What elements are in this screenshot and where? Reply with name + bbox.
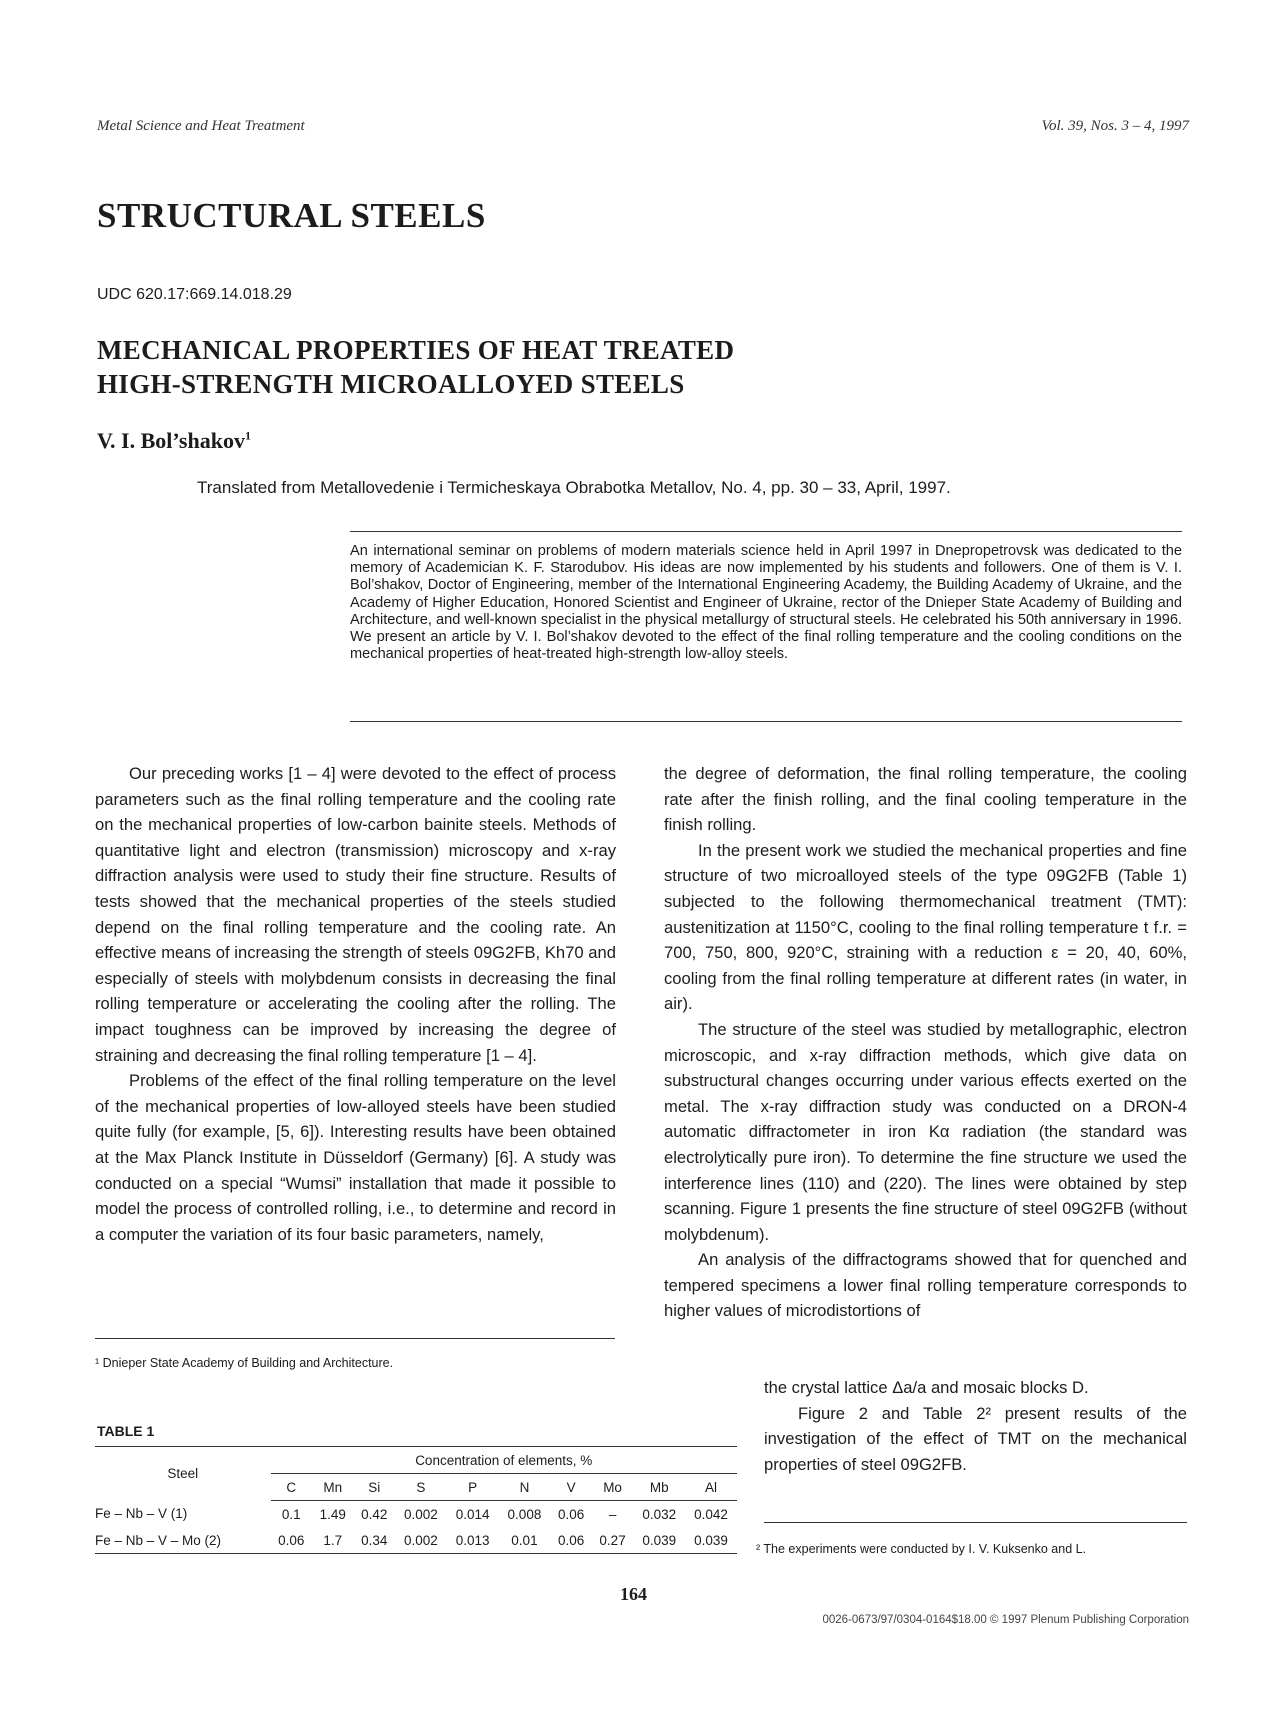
element-header: V — [550, 1474, 591, 1501]
table-cell: 0.013 — [447, 1527, 499, 1554]
element-header: N — [499, 1474, 551, 1501]
copyright-line: 0026-0673/97/0304-0164$18.00 © 1997 Plenum Publishing Corporation — [822, 1614, 1189, 1626]
element-header: Si — [353, 1474, 394, 1501]
element-header: Mo — [592, 1474, 633, 1501]
table-cell: 0.039 — [633, 1527, 685, 1554]
translation-note: Translated from Metallovedenie i Termicheskaya Obrabotka Metallov, No. 4, pp. 30 – 33, April, 1997. — [197, 478, 951, 497]
body-paragraph: Problems of the effect of the final rolling temperature on the level of the mechanical properties of low-alloyed steels have been studied quite fully (for example, [5, 6]). Interesting results have been obtained at the Max Planck Institute in Düsseldorf (Germany) [6]. A study was conducted on a special “Wumsi” installation that made it possible to model the process of controlled rolling, i.e., to determine and record in a computer the variation of its four basic parameters, namely, — [95, 1071, 616, 1244]
author — [97, 428, 251, 454]
table-cell: 0.06 — [557, 1506, 585, 1522]
table-cell: 0.01 — [499, 1527, 551, 1554]
table-cell: 0.002 — [403, 1506, 438, 1522]
body-column-right-narrow — [764, 1375, 1187, 1477]
table-cell: 0.06 — [271, 1527, 312, 1554]
element-header: Mn — [312, 1474, 353, 1501]
author-name: V. I. Bol’shakov — [97, 428, 245, 453]
table-cell: – — [608, 1506, 617, 1522]
body-paragraph: An analysis of the diffractograms showed that for quenched and tempered specimens a lower final rolling temperature corresponds to higher values of microdistortions of — [664, 1250, 1187, 1321]
table-cell: 1.7 — [312, 1527, 353, 1554]
table-cell: 0.27 — [592, 1527, 633, 1554]
table-cell: 0.014 — [455, 1506, 490, 1522]
section-title: STRUCTURAL STEELS — [97, 196, 486, 235]
table-cell: 0.42 — [361, 1506, 388, 1522]
concentration-header: Concentration of elements, % — [271, 1447, 738, 1474]
volume-info: Vol. 39, Nos. 3 – 4, 1997 — [1041, 118, 1189, 134]
table-cell: 0.06 — [550, 1527, 591, 1554]
table-cell: 0.008 — [507, 1506, 542, 1522]
element-header: Al — [685, 1474, 737, 1501]
element-header: P — [447, 1474, 499, 1501]
author-footnote-mark: 1 — [244, 428, 251, 443]
table-row — [95, 1527, 737, 1554]
abstract: An international seminar on problems of modern materials science held in April 1997 in Dnepropetrovsk was dedicated to the memory of Academician K. F. Starodubov. His ideas are now implemented by his students and followers. One of them is V. I. Bol’shakov, Doctor of Engineering, member of the International Engineering Academy, the Building Academy of Ukraine, and the Academy of Higher Education, Honored Scientist and Engineer of Ukraine, rector of the Dnieper State Academy of Building and Architecture, and well-known specialist in the physical metallurgy of structural steels. He celebrated his 50th anniversary in 1996. We present an article by V. I. Bol’shakov devoted to the effect of the final rolling temperature and the cooling conditions on the mechanical properties of heat-treated high-strength low-alloy steels. — [350, 543, 1182, 663]
page-number: 164 — [620, 1584, 647, 1604]
table-cell: 0.039 — [685, 1527, 737, 1554]
body-paragraph: the degree of deformation, the final rolling temperature, the cooling rate after the finish rolling, and the final cooling temperature in the finish rolling. — [664, 764, 1187, 835]
article-title — [97, 333, 997, 401]
element-header: S — [395, 1474, 447, 1501]
composition-table — [95, 1446, 737, 1554]
footnote-1: ¹ Dnieper State Academy of Building and Architecture. — [95, 1356, 394, 1370]
footnote-rule — [95, 1338, 615, 1339]
udc-code: UDC 620.17:669.14.018.29 — [97, 286, 292, 303]
steel-name: Fe – Nb – V (1) — [95, 1506, 188, 1522]
table-label: TABLE 1 — [97, 1423, 155, 1439]
table-cell: 0.002 — [395, 1527, 447, 1554]
body-paragraph: Figure 2 and Table 2² present results of the investigation of the effect of TMT on the mechanical properties of steel 09G2FB. — [764, 1403, 1187, 1474]
table-cell: 0.042 — [694, 1506, 728, 1522]
article-title-line-2: HIGH-STRENGTH MICROALLOYED STEELS — [97, 369, 685, 399]
body-paragraph: In the present work we studied the mechanical properties and fine structure of two microalloyed steels of the type 09G2FB (Table 1) subjected to the following thermomechanical treatment (TMT): austenitization at 1150°C, cooling to the final rolling temperature t f.r. = 700, 750, 800, 920°C, straining with a reduction ε = 20, 40, 60%, cooling from the final rolling temperature at different rates (in water, in air). — [664, 840, 1187, 1014]
footnote-2: ² The experiments were conducted by I. V. Kuksenko and L. — [756, 1542, 1087, 1556]
body-paragraph: The structure of the steel was studied by metallographic, electron microscopic, and x-ray diffraction methods, which give data on substructural changes occurring under various effects exerted on the metal. The x-ray diffraction study was conducted on a DRON-4 automatic diffractometer in iron Kα radiation (the standard was electrolytically pure iron). To determine the fine structure we used the interference lines (110) and (220). The lines were obtained by step scanning. Figure 1 presents the fine structure of steel 09G2FB (without molybdenum). — [664, 1019, 1187, 1244]
table-cell: 0.032 — [642, 1506, 677, 1522]
steel-name: Fe – Nb – V – Mo (2) — [95, 1527, 271, 1554]
body-column-left — [95, 761, 616, 1247]
element-header: C — [271, 1474, 312, 1501]
body-paragraph: Our preceding works [1 – 4] were devoted to the effect of process parameters such as the final rolling temperature and the cooling rate on the mechanical properties of low-carbon bainite steels. Methods of quantitative light and electron (transmission) microscopy and x-ray diffraction analysis were used to study their fine structure. Results of tests showed that the mechanical properties of the steels studied depend on the final rolling temperature and the cooling rate. An effective means of increasing the strength of steels 09G2FB, Kh70 and especially of steels with molybdenum consists in decreasing the final rolling temperature or accelerating the cooling after the rolling. The impact toughness can be improved by increasing the degree of straining and decreasing the final rolling temperature [1 – 4]. — [95, 764, 616, 1065]
footnote-rule — [764, 1522, 1187, 1523]
table-cell: 0.1 — [281, 1506, 301, 1522]
table-cell: 0.34 — [353, 1527, 394, 1554]
article-title-line-1: MECHANICAL PROPERTIES OF HEAT TREATED — [97, 335, 735, 365]
abstract-top-rule — [350, 531, 1182, 532]
element-header: Mb — [633, 1474, 685, 1501]
table-cell: 1.49 — [319, 1506, 346, 1522]
steel-column-header: Steel — [95, 1447, 271, 1501]
body-paragraph: the crystal lattice Δa/a and mosaic blocks D. — [764, 1378, 1089, 1397]
body-column-right — [664, 761, 1187, 1324]
abstract-bottom-rule — [350, 721, 1182, 722]
table-row — [95, 1501, 737, 1528]
journal-name: Metal Science and Heat Treatment — [97, 118, 305, 134]
